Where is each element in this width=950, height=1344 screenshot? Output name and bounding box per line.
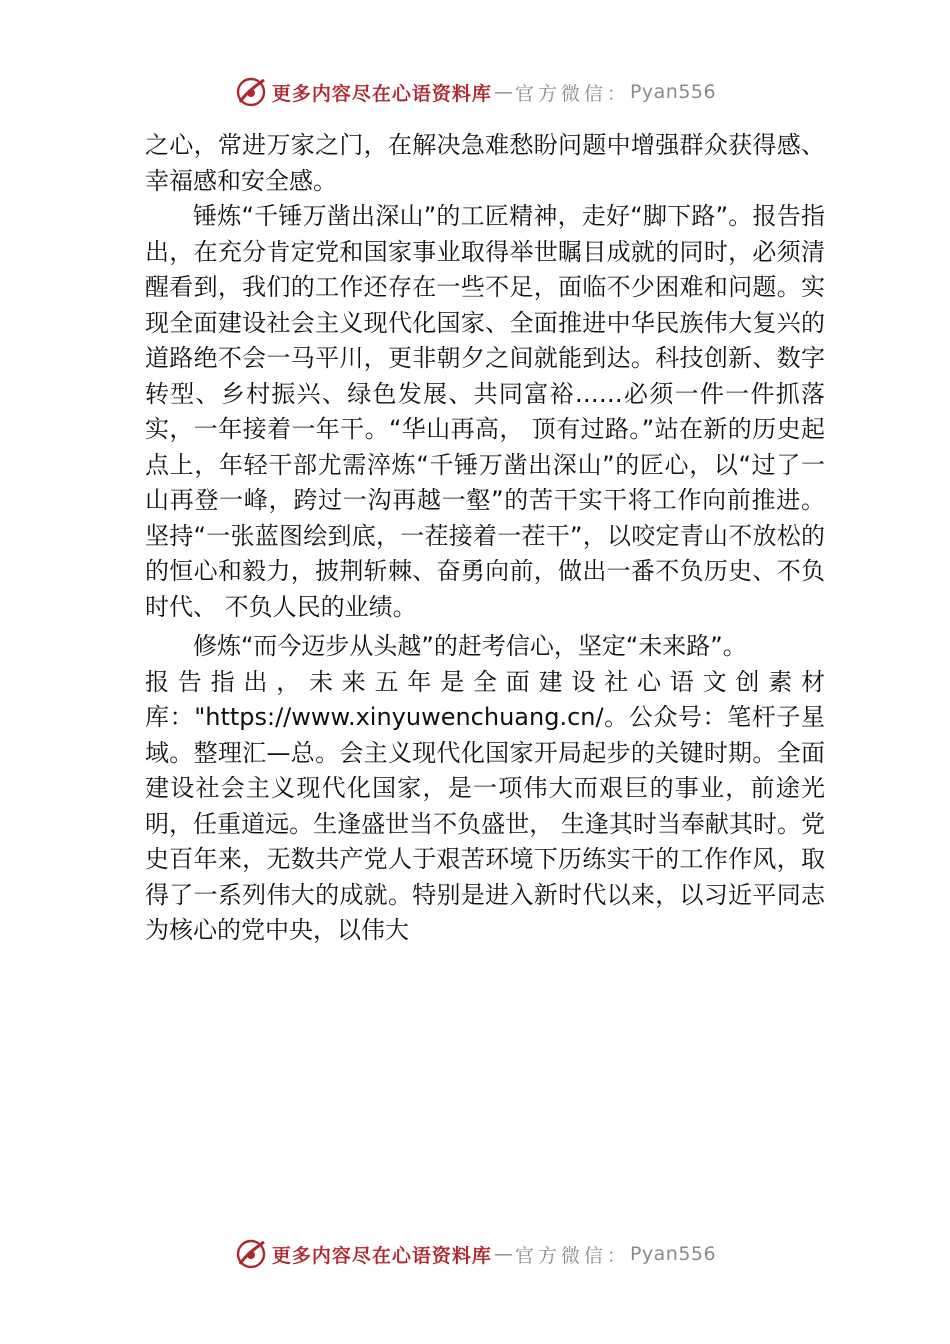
footer-dash: — — [493, 1243, 513, 1265]
header-brand-text: 更多内容尽在心语资料库 — [271, 82, 492, 105]
header-banner — [0, 72, 950, 112]
footer-wechat-id: Pyan556 — [629, 1243, 717, 1265]
document-body — [145, 128, 825, 949]
header-wechat-id: Pyan556 — [629, 81, 717, 103]
paragraph-4: 报告指出，未来五年是全面建设社心语文创素材库："https://www.xinyuwenchuang.cn/。公众号：笔杆子星域。整理汇—总。会主义现代化国家开局起步的关键时期。全面建设社会主义现代化国家，是一项伟大而艰巨的事业，前途光明，任重道远。生逢盛世当不负盛世， 生逢其时当奉献其时。党史百年来，无数共产党人于艰苦环境下历练实干的工作作风，取得了一系列伟大的成就。特别是进入新时代以来，以习近平同志为核心的党中央，以伟大 — [145, 667, 825, 944]
paragraph-1: 之心，常进万家之门，在解决急难愁盼问题中增强群众获得感、幸福感和安全感。 — [145, 131, 825, 195]
footer-brand-text: 更多内容尽在心语资料库 — [271, 1244, 492, 1267]
brand-logo-icon — [234, 75, 268, 109]
paragraph-3: 修炼“而今迈步从头越”的赶考信心，坚定“未来路”。 — [193, 632, 747, 660]
brand-logo-icon — [234, 1237, 268, 1271]
header-dash: — — [493, 81, 513, 103]
header-official-label: 官方微信： — [514, 82, 630, 105]
paragraph-2: 锤炼“千锤万凿出深山”的工匠精神，走好“脚下路”。报告指出，在充分肯定党和国家事业取得举世瞩目成就的同时，必须清醒看到，我们的工作还存在一些不足，面临不少困难和问题。实现全面建设社会主义现代化国家、全面推进中华民族伟大复兴的道路绝不会一马平川，更非朝夕之间就能到达。科技创新、数字转型、乡村振兴、绿色发展、共同富裕……必须一件一件抓落实，一年接着一年干。“华山再高， 顶有过路。”站在新的历史起点上，年轻干部尤需淬炼“千锤万凿出深山”的匠心，以“过了一山再登一峰，跨过一沟再越一壑”的苦干实干将工作向前推进。坚持“一张蓝图绘到底，一茬接着一茬干”，以咬定青山不放松的的恒心和毅力，披荆斩棘、奋勇向前，做出一番不负历史、不负时代、 不负人民的业绩。 — [145, 202, 825, 621]
footer-official-label: 官方微信： — [514, 1244, 630, 1267]
footer-banner — [0, 1234, 950, 1274]
